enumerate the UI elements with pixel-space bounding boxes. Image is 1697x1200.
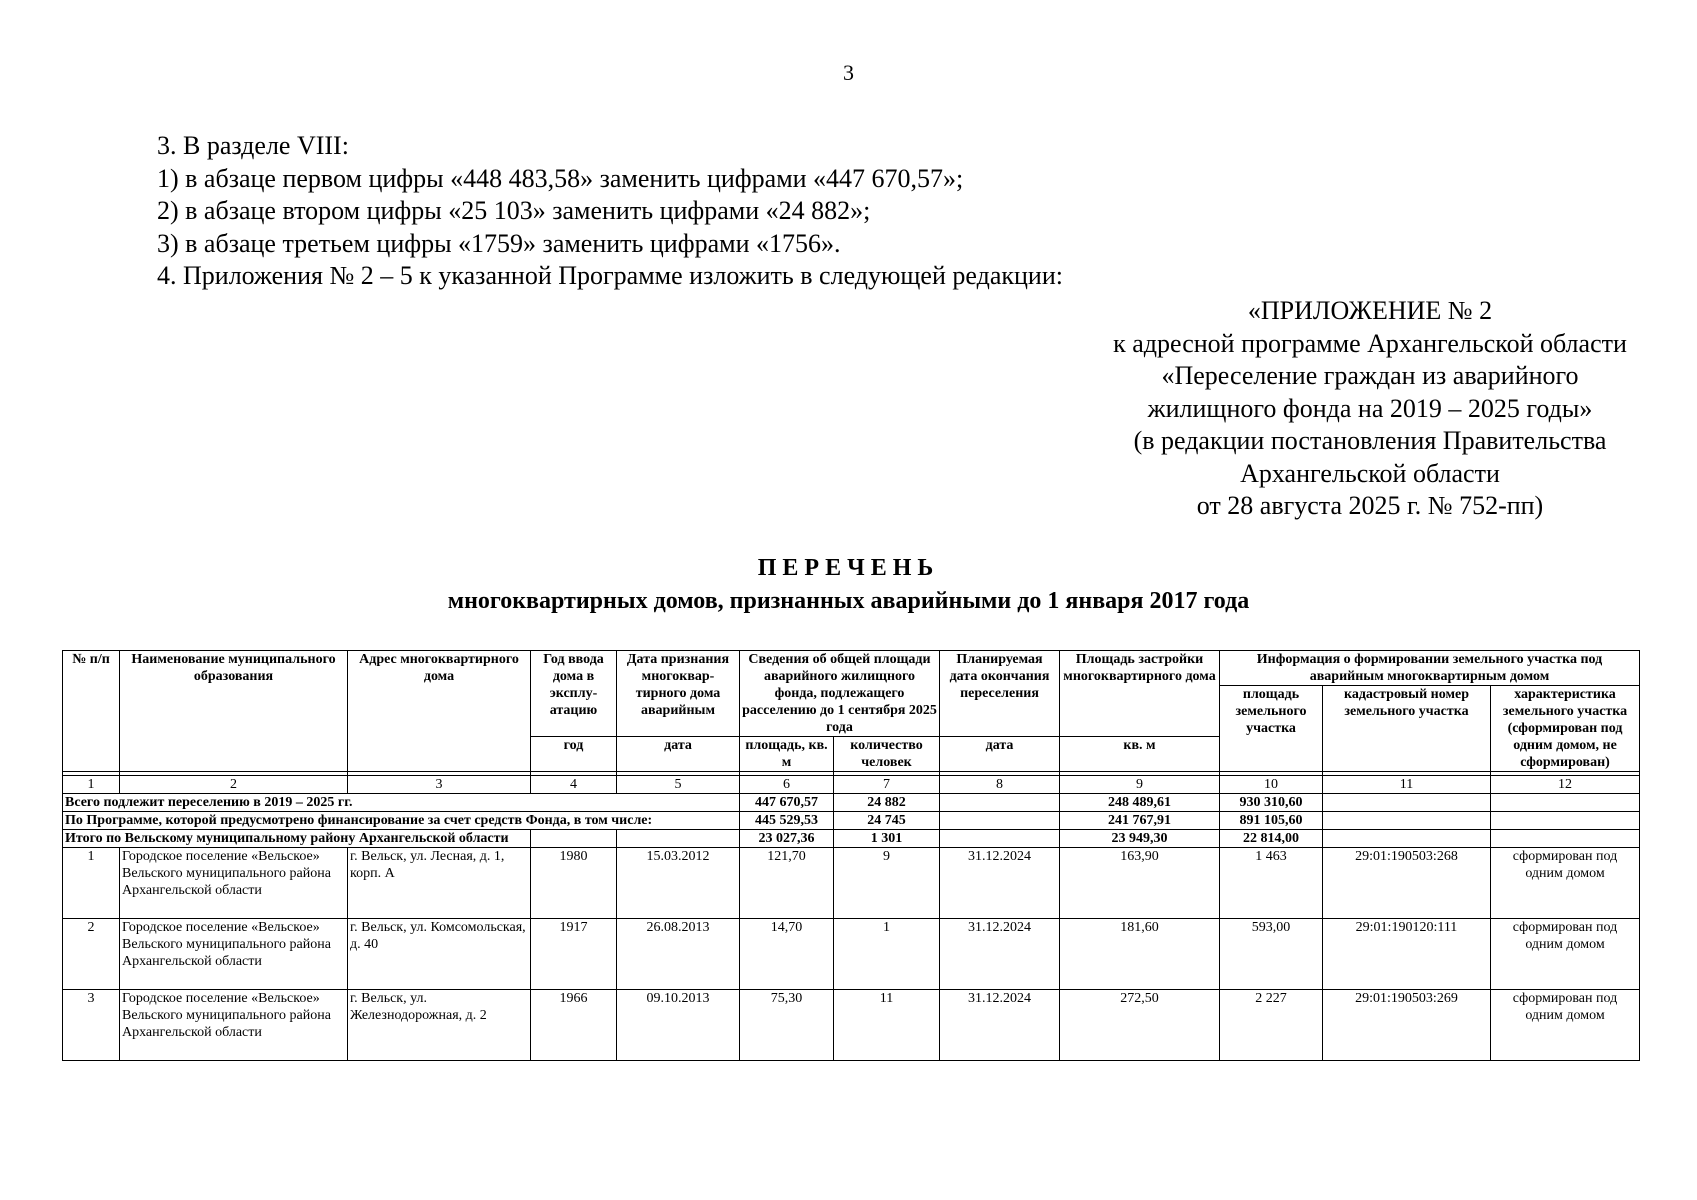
row-land-area: 593,00 [1220, 919, 1323, 990]
table-row [63, 848, 1640, 919]
row-built-area: 181,60 [1060, 919, 1220, 990]
summary-label: Всего подлежит переселению в 2019 – 2025 гг. [63, 794, 740, 812]
summary-people: 24 745 [834, 812, 940, 830]
row-date: 15.03.2012 [617, 848, 740, 919]
row-characteristic: сформирован под одним домом [1491, 848, 1640, 919]
page-number: 3 [843, 60, 854, 85]
summary-row-district [63, 830, 1640, 848]
row-area: 121,70 [740, 848, 834, 919]
amendment-line: 4. Приложения № 2 – 5 к указанной Программе изложить в следующей редакции: [157, 261, 1063, 290]
housing-registry-table [62, 650, 1640, 1061]
row-characteristic: сформирован под одним домом [1491, 990, 1640, 1061]
row-land-area: 2 227 [1220, 990, 1323, 1061]
amendment-line: 3) в абзаце третьем цифры «1759» заменить цифрами «1756». [157, 228, 841, 258]
row-municipality: Городское поселение «Вельское» Вельского муниципального района Архангельской области [120, 848, 348, 919]
unit-date: дата [617, 737, 740, 772]
summary-built-area: 23 949,30 [1060, 830, 1220, 848]
row-address: г. Вельск, ул. Лесная, д. 1, корп. А [348, 848, 531, 919]
column-number: 7 [834, 776, 940, 794]
appendix-header [1060, 295, 1680, 523]
row-built-area: 163,90 [1060, 848, 1220, 919]
summary-built-area: 248 489,61 [1060, 794, 1220, 812]
col-header-area-info: Сведения об общей площади аварийного жилищного фонда, подлежащего расселению до 1 сентября 2025 года [740, 651, 940, 737]
table-row [63, 919, 1640, 990]
row-num: 1 [63, 848, 120, 919]
appendix-line: жилищного фонда на 2019 – 2025 годы» [1147, 393, 1593, 423]
row-planned-date: 31.12.2024 [940, 848, 1060, 919]
unit-year: год [531, 737, 617, 772]
col-header-built-area: Площадь застройки многоквартирного дома [1060, 651, 1220, 737]
col-header-land-info: Информация о формировании земельного участка под аварийным многоквартирным домом [1220, 651, 1640, 686]
row-cadastral: 29:01:190503:268 [1323, 848, 1491, 919]
row-people: 1 [834, 919, 940, 990]
appendix-line: (в редакции постановления Правительства [1133, 426, 1607, 455]
column-number: 11 [1323, 776, 1491, 794]
appendix-line: Архангельской области [1240, 458, 1500, 488]
column-number: 1 [63, 776, 120, 794]
col-header-address: Адрес многоквартирного дома [348, 651, 531, 772]
col-header-cadastral: кадастровый номер земельного участка [1323, 686, 1491, 772]
appendix-line: от 28 августа 2025 г. № 752-пп) [1196, 491, 1544, 520]
appendix-line: «ПРИЛОЖЕНИЕ № 2 [1247, 296, 1493, 325]
header-row [63, 651, 1640, 686]
summary-area: 445 529,53 [740, 812, 834, 830]
row-area: 75,30 [740, 990, 834, 1061]
table-row [63, 990, 1640, 1061]
column-number: 10 [1220, 776, 1323, 794]
summary-row-fund [63, 812, 1640, 830]
row-municipality: Городское поселение «Вельское» Вельского муниципального района Архангельской области [120, 919, 348, 990]
unit-planned-date: дата [940, 737, 1060, 772]
col-header-land-area: площадь земельного участка [1220, 686, 1323, 772]
row-municipality: Городское поселение «Вельское» Вельского муниципального района Архангельской области [120, 990, 348, 1061]
amendment-line: 2) в абзаце втором цифры «25 103» заменить цифрами «24 882»; [157, 196, 871, 225]
col-header-planned-date: Планируемая дата окончания переселения [940, 651, 1060, 737]
column-number: 5 [617, 776, 740, 794]
row-address: г. Вельск, ул. Комсомольская, д. 40 [348, 919, 531, 990]
unit-area: площадь, кв. м [740, 737, 834, 772]
column-number: 3 [348, 776, 531, 794]
col-header-land-characteristic: характеристика земельного участка (сформирован под одним домом, не сформирован) [1491, 686, 1640, 772]
amendment-line: 1) в абзаце первом цифры «448 483,58» заменить цифрами «447 670,57»; [157, 163, 964, 193]
amendment-line: 3. В разделе VIII: [157, 131, 349, 160]
document-subtitle: многоквартирных домов, признанных аварийными до 1 января 2017 года [447, 588, 1250, 614]
summary-label: По Программе, которой предусмотрено финансирование за счет средств Фонда, в том числе: [63, 812, 740, 830]
col-header-municipality: Наименование муниципального образования [120, 651, 348, 772]
row-people: 9 [834, 848, 940, 919]
column-number: 8 [940, 776, 1060, 794]
col-header-year: Год ввода дома в эксплу-атацию [531, 651, 617, 737]
row-characteristic: сформирован под одним домом [1491, 919, 1640, 990]
summary-built-area: 241 767,91 [1060, 812, 1220, 830]
row-planned-date: 31.12.2024 [940, 919, 1060, 990]
column-number: 9 [1060, 776, 1220, 794]
summary-land-area: 891 105,60 [1220, 812, 1323, 830]
appendix-line: «Переселение граждан из аварийного [1161, 361, 1579, 390]
column-number: 4 [531, 776, 617, 794]
row-num: 2 [63, 919, 120, 990]
document-title: ПЕРЕЧЕНЬ [757, 555, 940, 581]
summary-land-area: 22 814,00 [1220, 830, 1323, 848]
appendix-line: к адресной программе Архангельской области [1113, 328, 1627, 358]
unit-built-area: кв. м [1060, 737, 1220, 772]
column-number-row [63, 776, 1640, 794]
row-built-area: 272,50 [1060, 990, 1220, 1061]
summary-label: Итого по Вельскому муниципальному району Архангельской области [63, 830, 531, 848]
summary-people: 1 301 [834, 830, 940, 848]
row-year: 1966 [531, 990, 617, 1061]
row-land-area: 1 463 [1220, 848, 1323, 919]
row-num: 3 [63, 990, 120, 1061]
column-number: 12 [1491, 776, 1640, 794]
row-cadastral: 29:01:190120:111 [1323, 919, 1491, 990]
row-area: 14,70 [740, 919, 834, 990]
summary-people: 24 882 [834, 794, 940, 812]
row-address: г. Вельск, ул. Железнодорожная, д. 2 [348, 990, 531, 1061]
col-header-recognition-date: Дата признания многоквар-тирного дома аварийным [617, 651, 740, 737]
row-date: 26.08.2013 [617, 919, 740, 990]
row-date: 09.10.2013 [617, 990, 740, 1061]
summary-row-total [63, 794, 1640, 812]
col-header-num: № п/п [63, 651, 120, 772]
row-people: 11 [834, 990, 940, 1061]
summary-area: 23 027,36 [740, 830, 834, 848]
row-year: 1980 [531, 848, 617, 919]
row-cadastral: 29:01:190503:269 [1323, 990, 1491, 1061]
summary-area: 447 670,57 [740, 794, 834, 812]
unit-people: количество человек [834, 737, 940, 772]
summary-land-area: 930 310,60 [1220, 794, 1323, 812]
column-number: 6 [740, 776, 834, 794]
column-number: 2 [120, 776, 348, 794]
row-planned-date: 31.12.2024 [940, 990, 1060, 1061]
row-year: 1917 [531, 919, 617, 990]
amendments-block [157, 130, 1063, 293]
